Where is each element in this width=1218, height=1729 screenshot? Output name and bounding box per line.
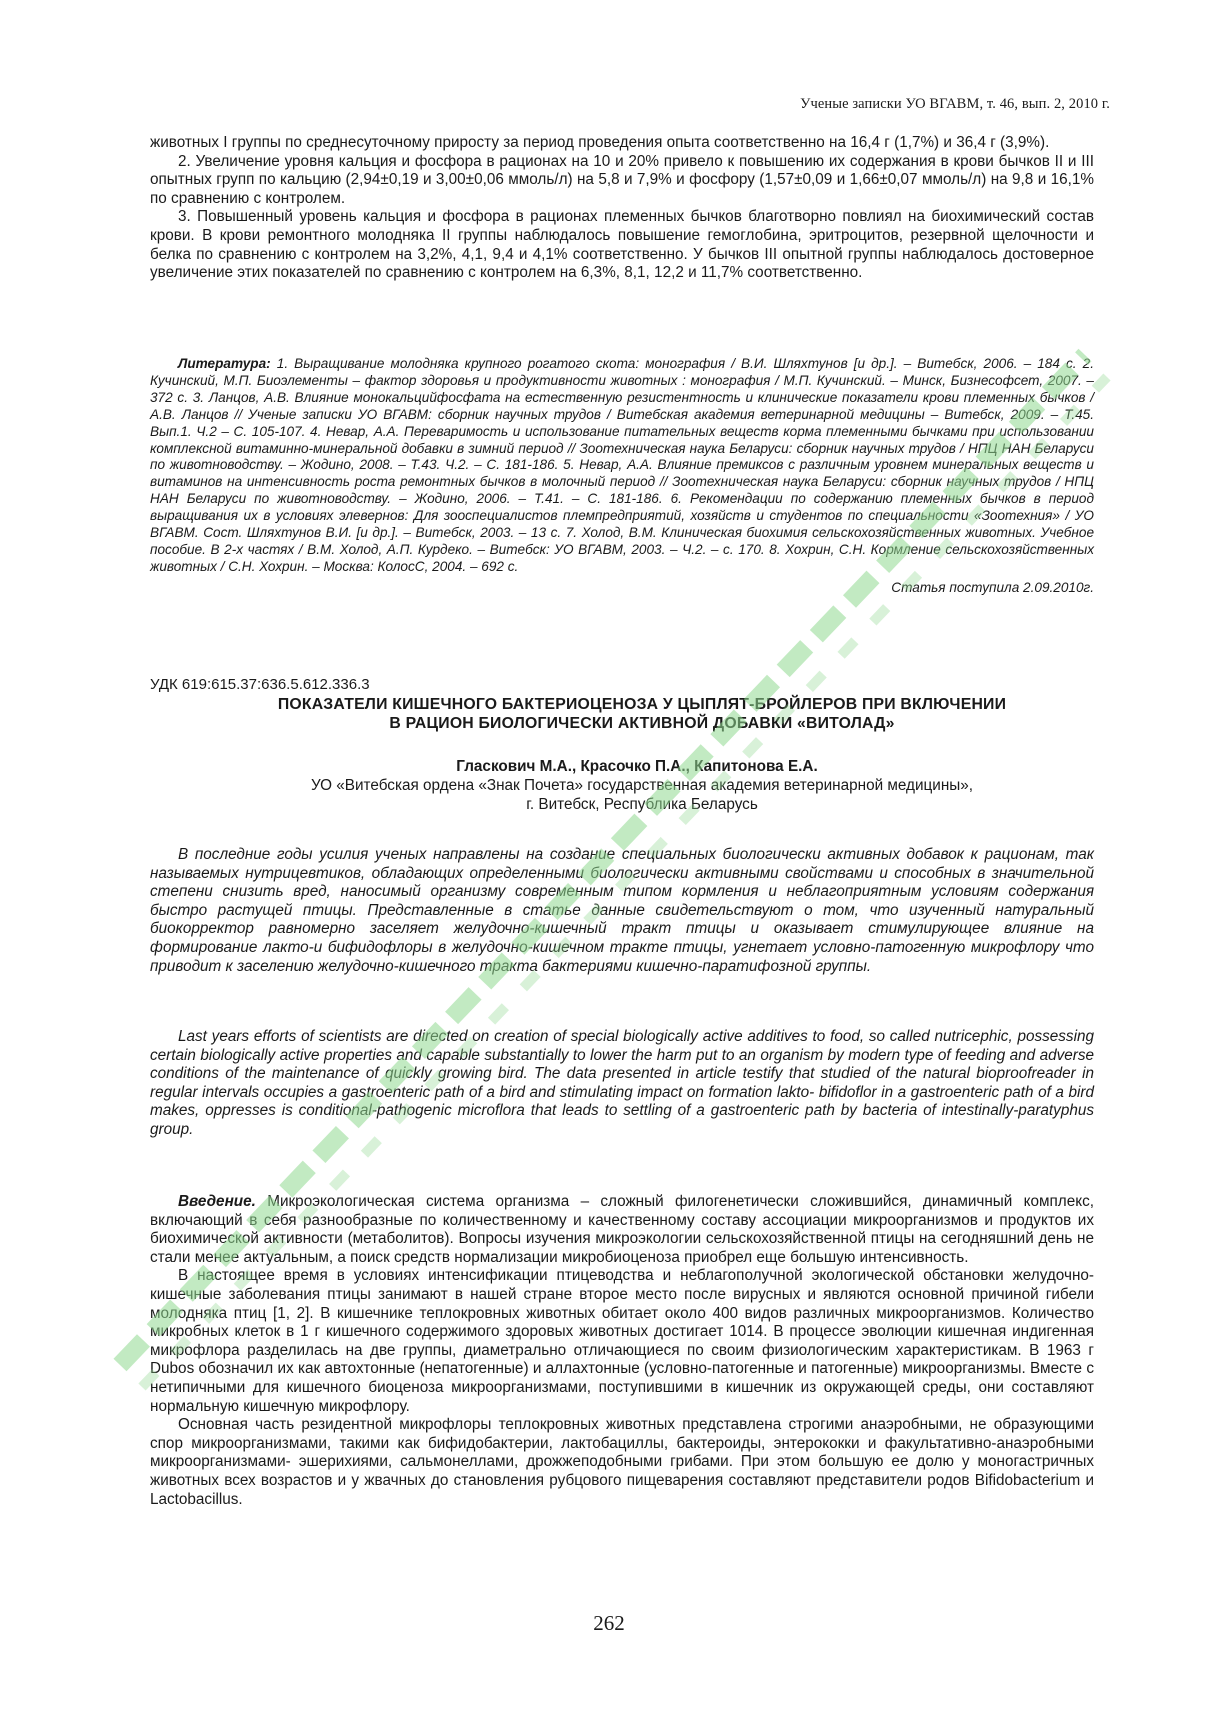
author-block — [150, 758, 1094, 814]
received-date: Статья поступила 2.09.2010г. — [891, 579, 1094, 595]
references-text — [150, 356, 1094, 576]
introduction-section — [150, 1193, 1094, 1509]
intro-p1-text: Микроэкологическая система организма – сложный филогенетически сложившийся, динамичный комплекс, включающий в себя разнообразные по количественному и качественному составу ассоциации микроорганизмов и продуктов их биохимической активности (метаболитов). Вопросы изучения микроэкологии сельскохозяйственной птицы на сегодняшний день не стали менее актуальным, а поиск средств нормализации микробиоценоза приобрел еще большую интенсивность. — [150, 1193, 1095, 1266]
page-number: 262 — [593, 1611, 625, 1635]
running-header: Ученые записки УО ВГАВМ, т. 46, вып. 2, 2010 г. — [800, 96, 1110, 112]
conclusion-paragraph-2: 2. Увеличение уровня кальция и фосфора в рационах на 10 и 20% привело к повышению их содержания в крови бычков II и III опытных групп по кальцию (2,94±0,19 и 3,00±0,06 ммоль/л) на 5,8 и 7,9% и фосфору (1,57±0,09 и 1,66±0,07 ммоль/л) на 9,8 и 16,1% по сравнению с контролем. — [150, 152, 1094, 207]
conclusions-section — [150, 134, 1094, 283]
authors: Гласкович М.А., Красочко П.А., Капитонова Е.А. — [456, 758, 818, 775]
abstract-ru: В последние годы усилия ученых направлены на создание специальных биологически активных добавок к рационам, так называемых нутрицевтиков, обладающих определенными биологически активными свойствами и способных в значительной степени снизить вред, наносимый организму современным типом кормления и неблагоприятным условиям содержания быстро растущей птицы. Представленные в статье данные свидетельствуют о том, что изученный натуральный биокорректор равномерно заселяет желудочно-кишечный тракт птицы и оказывает стимулирующее влияние на формирование лакто-и бифидофлоры в желудочно-кишечном тракте птицы, угнетает условно-патогенную микрофлору что приводит к заселению желудочно-кишечного тракта бактериями кишечно-паратифозной группы. — [150, 846, 1094, 975]
udc-code: УДК 619:615.37:636.5.612.336.3 — [150, 676, 370, 693]
intro-paragraph-2: В настоящее время в условиях интенсификации птицеводства и неблагополучной экологической обстановки желудочно-кишечные заболевания птицы занимают в нашей стране второе место после вирусных и являются основной причиной гибели молодняка птиц [1, 2]. В кишечнике теплокровных животных обитает около 400 видов различных микроорганизмов. Количество микробных клеток в 1 г кишечного содержимого здоровых животных достигает 1014. В процессе эволюции кишечная индигенная микрофлора разделилась на две группы, диаметрально отличающиеся по своим физиологическим характеристикам. В 1963 г Dubos обозначил их как автохтонные (непатогенные) и аллахтонные (условно-патогенные и патогенные) микроорганизмы. Вместе с нетипичными для кишечного биоценоза микроорганизмами, поступившими в кишечник из окружающей среды, они составляют нормальную кишечную микрофлору. — [150, 1267, 1094, 1415]
article-title-line-2: В РАЦИОН БИОЛОГИЧЕСКИ АКТИВНОЙ ДОБАВКИ «ВИТОЛАД» — [389, 715, 895, 732]
references-body: 1. Выращивание молодняка крупного рогатого скота: монография / В.И. Шляхтунов [и др.]. – Витебск, 2006. – 184 с. 2. Кучинский, М.П. Биоэлементы – фактор здоровья и продуктивности животных : монография / М.П. Кучинский. – Минск, Бизнесофсет, 2007. – 372 с. 3. Ланцов, А.В. Влияние монокальцийфосфата на естественную резистентность и клинические показатели крови племенных бычков / А.В. Ланцов // Ученые записки УО ВГАВМ: сборник научных трудов / Витебская академия ветеринарной медицины – Витебск, 2009. – Т.45. Вып.1. Ч.2 – С. 105-107. 4. Невар, А.А. Переваримость и использование питательных веществ корма племенными бычками при использовании комплексной витаминно-минеральной добавки в зимний период // Зоотехническая наука Беларуси: сборник научных трудов / НПЦ НАН Беларуси по животноводству. – Жодино, 2008. – Т.43. Ч.2. – С. 181-186. 5. Невар, А.А. Влияние премиксов с различным уровнем минеральных веществ и витаминов на интенсивность роста ремонтных бычков в молочный период // Зоотехническая наука Беларуси: сборник научных трудов / НПЦ НАН Беларуси по животноводству. – Жодино, 2006. – Т.41. – С. 181-186. 6. Рекомендации по содержанию племенных бычков в период выращивания их в условиях элевернов: Для зооспециалистов племпредприятий, хозяйств и студентов по специальности «Зоотехния» / УО ВГАВМ. Сост. Шляхтунов В.И. [и др.]. – Витебск, 2003. – 13 с. 7. Холод, В.М. Клиническая биохимия сельскохозяйственных животных. Учебное пособие. В 2-х частях / В.М. Холод, А.П. Курдеко. – Витебск: УО ВГАВМ, 2003. – Ч.2. – с. 170. 8. Хохрин, С.Н. Кормление сельскохозяйственных животных / С.Н. Хохрин. – Москва: КолосС, 2004. – 692 с. — [150, 356, 1094, 574]
references-section — [150, 356, 1094, 595]
intro-paragraph-3: Основная часть резидентной микрофлоры теплокровных животных представлена строгими анаэробными, не образующими спор микроорганизмами, такими как бифидобактерии, лактобациллы, бактероиды, энтерококки и факультативно-анаэробными микроорганизмами- эшерихиями, сальмонеллами, дрожжеподобными грибами. При этом большую ее долю у моногастричных животных всех возрастов и у жвачных до становления рубцового пищеварения составляют представители родов Bifidobacterium и Lactobacillus. — [150, 1416, 1094, 1508]
intro-label: Введение. — [178, 1193, 256, 1210]
abstract-ru-block — [150, 846, 1094, 976]
conclusion-paragraph-3: 3. Повышенный уровень кальция и фосфора в рационах племенных бычков благотворно повлиял на биохимический состав крови. В крови ремонтного молодняка II группы наблюдалось повышение гемоглобина, эритроцитов, резервной щелочности и белка по сравнению с контролем на 3,2%, 4,1, 9,4 и 4,1% соответственно. У бычков III опытной группы наблюдалось достоверное увеличение этих показателей по сравнению с контролем на 6,3%, 8,1, 12,2 и 11,7% соответственно. — [150, 208, 1094, 282]
abstract-en: Last years efforts of scientists are directed on creation of special biologically active additives to food, so called nutricephic, possessing certain biologically active properties and capable substantially to lower the harm put to an organism by modern type of feeding and adverse conditions of the maintenance of quickly growing bird. The data presented in article testify that studied of the natural bioproofreader in regular intervals occupies a gastroenteric path of a bird and stimulating impact on formation lakto- bifidoflor in a gastroenteric path of a bird makes, oppresses is conditional-pathogenic microflora that leads to settling of a gastroenteric path by bacteria of intestinally-paratyphus group. — [150, 1028, 1094, 1138]
abstract-en-block — [150, 1028, 1094, 1140]
intro-paragraph-1 — [150, 1193, 1094, 1267]
affiliation-line-2: г. Витебск, Республика Беларусь — [526, 796, 758, 813]
affiliation-line-1: УО «Витебская ордена «Знак Почета» государственная академия ветеринарной медицины», — [310, 777, 974, 794]
article-heading — [150, 676, 1094, 733]
article-title-line-1: ПОКАЗАТЕЛИ КИШЕЧНОГО БАКТЕРИОЦЕНОЗА У ЦЫПЛЯТ-БРОЙЛЕРОВ ПРИ ВКЛЮЧЕНИИ — [277, 696, 1007, 713]
conclusion-paragraph-0: животных I группы по среднесуточному приросту за период проведения опыта соответственно на 16,4 г (1,7%) и 36,4 г (3,9%). — [150, 134, 1050, 151]
references-label: Литература: — [178, 356, 271, 371]
